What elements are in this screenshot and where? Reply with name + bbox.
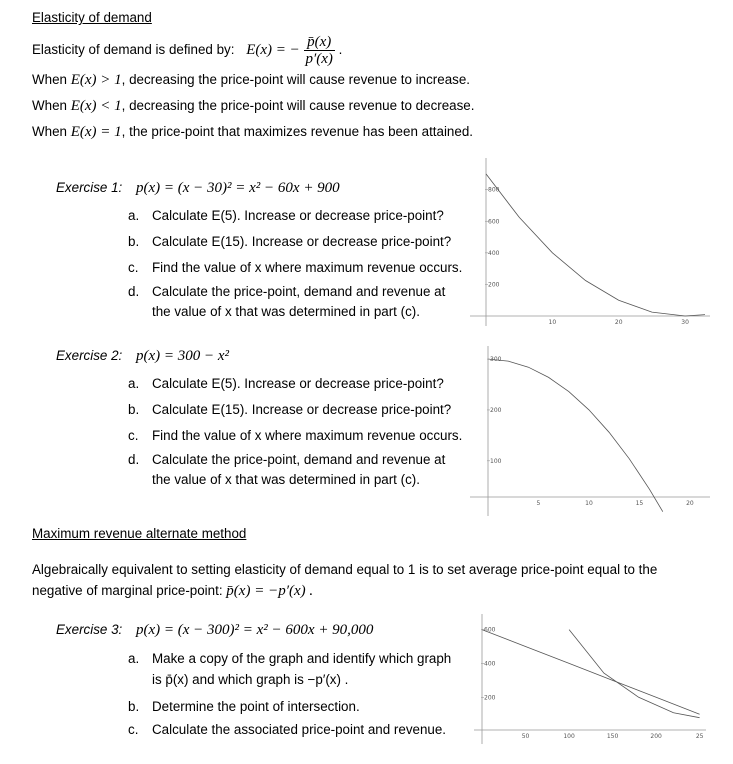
item-letter: b. [128, 402, 140, 417]
fraction-numerator: p̄(x) [304, 34, 335, 51]
alt-heading: Maximum revenue alternate method [32, 526, 247, 541]
exercise-formula: p(x) = (x − 300)² = x² − 600x + 90,000 [135, 622, 374, 638]
item-text: Calculate the price-point, demand and revenue at [152, 284, 446, 299]
alt-formula: p̄(x) = −p′(x) . [226, 583, 314, 599]
item-text: Calculate E(15). Increase or decrease price-point? [152, 234, 452, 249]
exercise-2-header [56, 348, 229, 365]
item-letter: d. [128, 452, 140, 467]
item-text: Determine the point of intersection. [152, 699, 360, 714]
x-tick-label: 10 [585, 500, 593, 507]
exercise-label: Exercise 3: [56, 622, 123, 637]
item-letter: b. [128, 699, 140, 714]
exercise-label: Exercise 2: [56, 348, 123, 363]
fraction-denominator: p′(x) [305, 51, 333, 67]
y-tick-label: 200 [490, 406, 502, 414]
rule-text: , decreasing the price-point will cause revenue to increase. [121, 72, 471, 87]
item-text: Calculate E(5). Increase or decrease price-point? [152, 376, 444, 391]
item-letter: a. [128, 651, 140, 666]
section-heading: Elasticity of demand [32, 10, 152, 25]
definition-text: Elasticity of demand is defined by: [32, 42, 235, 58]
exercise-3-graph [474, 614, 706, 744]
item-letter: a. [128, 208, 140, 223]
x-tick-label: 15 [635, 500, 644, 507]
x-tick-label: 25 [695, 733, 704, 740]
x-tick-label: 150 [606, 733, 619, 740]
exercise-1-item-a [128, 208, 444, 223]
definition-line [32, 34, 342, 67]
exercise-formula: p(x) = (x − 30)² = x² − 60x + 900 [135, 180, 340, 196]
definition-fraction [304, 34, 335, 67]
exercise-1-header [56, 180, 340, 197]
y-tick-label: 300 [490, 356, 502, 364]
exercise-2-item-c [128, 428, 462, 443]
x-tick-label: 30 [681, 319, 689, 326]
item-text: Find the value of x where maximum revenue occurs. [152, 260, 463, 275]
item-letter: a. [128, 376, 140, 391]
series-line-1 [488, 359, 663, 512]
exercise-3-header [56, 622, 373, 639]
exercise-1-item-d [128, 284, 445, 299]
rule-prefix: When [32, 124, 67, 139]
alt-text-1: Algebraically equivalent to setting elasticity of demand equal to 1 is to set average price-point equal to the [32, 562, 658, 577]
x-tick-label: 5 [536, 500, 541, 507]
exercise-1-graph [470, 158, 710, 326]
item-text: Calculate E(5). Increase or decrease price-point? [152, 208, 444, 223]
exercise-3-item-b [128, 699, 360, 714]
exercise-2-item-b [128, 402, 451, 417]
item-letter: d. [128, 284, 140, 299]
y-tick-label: 400 [484, 660, 496, 668]
rule-1 [32, 72, 470, 89]
x-tick-label: 200 [650, 733, 662, 740]
definition-lhs: E(x) = − [246, 42, 300, 59]
exercise-1-item-b [128, 234, 451, 249]
exercise-2-graph [470, 346, 710, 516]
item-text: Find the value of x where maximum revenue occurs. [152, 428, 463, 443]
rule-text: , the price-point that maximizes revenue has been attained. [121, 124, 473, 139]
exercise-1-item-c [128, 260, 462, 275]
exercise-2-item-a [128, 376, 444, 391]
series-line-2 [569, 630, 700, 718]
exercise-2-item-d-cont: the value of x that was determined in part (c). [152, 472, 420, 487]
exercise-label: Exercise 1: [56, 180, 123, 195]
alt-text-2-words: negative of marginal price-point: [32, 583, 223, 598]
y-tick-label: 600 [488, 218, 500, 226]
series-line-1 [486, 174, 705, 316]
x-tick-label: 100 [563, 733, 575, 740]
alt-text-2 [32, 583, 313, 600]
rule-condition: E(x) > 1 [70, 72, 122, 88]
y-tick-label: 200 [488, 281, 500, 289]
exercise-3-item-a [128, 651, 451, 666]
item-letter: c. [128, 428, 139, 443]
item-text: Calculate the price-point, demand and revenue at [152, 452, 446, 467]
exercise-3-item-a-cont: is p̄(x) and which graph is −p′(x) . [152, 672, 349, 687]
x-tick-label: 20 [686, 500, 694, 507]
y-tick-label: 800 [488, 186, 500, 194]
x-tick-label: 10 [548, 319, 557, 326]
definition-end: . [338, 42, 343, 58]
exercise-formula: p(x) = 300 − x² [135, 348, 230, 364]
rule-2 [32, 98, 474, 115]
y-tick-label: 400 [488, 249, 500, 257]
rule-prefix: When [32, 98, 67, 113]
y-tick-label: 200 [484, 694, 496, 702]
rule-condition: E(x) = 1 [70, 124, 122, 140]
item-letter: c. [128, 260, 139, 275]
item-letter: b. [128, 234, 140, 249]
item-text: Calculate E(15). Increase or decrease price-point? [152, 402, 452, 417]
item-letter: c. [128, 722, 139, 737]
x-tick-label: 20 [614, 319, 623, 326]
y-tick-label: 100 [490, 457, 502, 465]
rule-text: , decreasing the price-point will cause revenue to decrease. [121, 98, 475, 113]
rule-prefix: When [32, 72, 67, 87]
exercise-1-item-d-cont: the value of x that was determined in part (c). [152, 304, 420, 319]
y-tick-label: 600 [484, 626, 496, 634]
rule-condition: E(x) < 1 [70, 98, 122, 114]
series-line-1 [482, 630, 700, 715]
rule-3 [32, 124, 473, 141]
exercise-3-item-c [128, 722, 446, 737]
item-text: Calculate the associated price-point and revenue. [152, 722, 447, 737]
exercise-2-item-d [128, 452, 445, 467]
x-tick-label: 50 [521, 733, 530, 740]
item-text: Make a copy of the graph and identify which graph [152, 651, 452, 666]
